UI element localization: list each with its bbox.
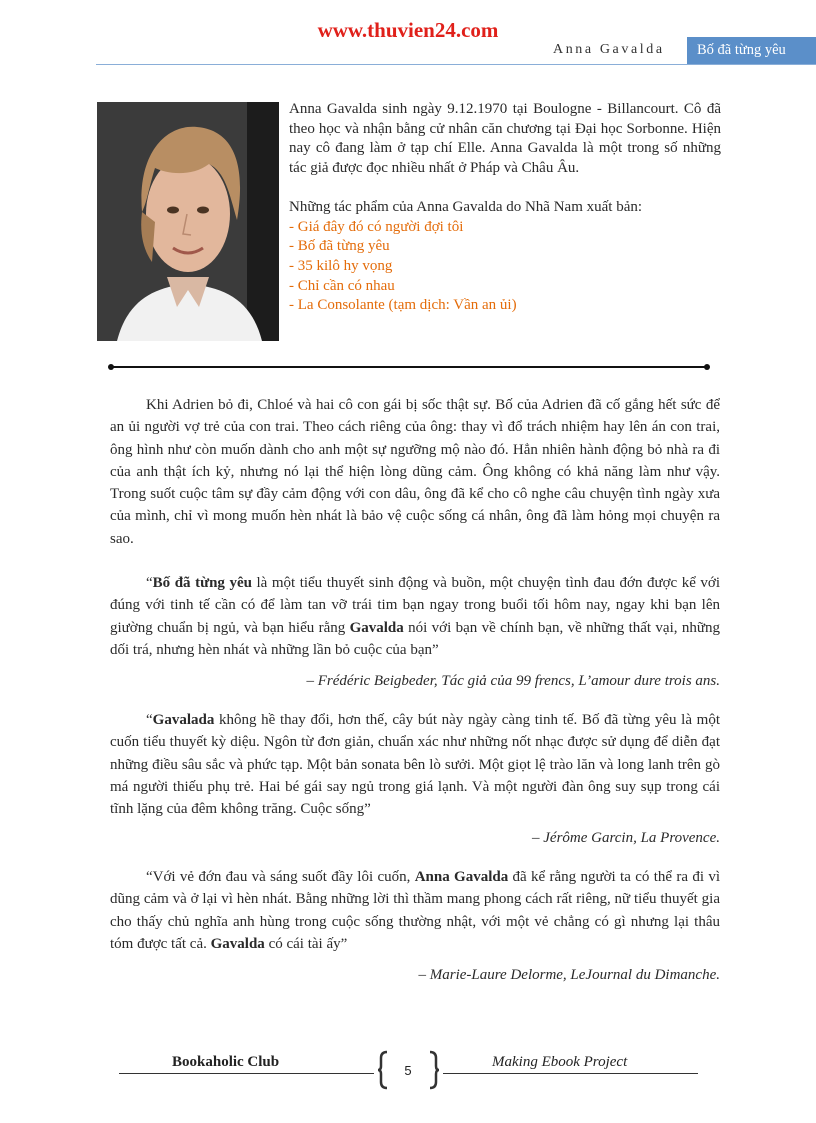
- quote-attribution-beigbeder: – Frédéric Beigbeder, Tác giả của 99 frencs, L’amour dure trois ans.: [306, 673, 720, 689]
- author-bio: Anna Gavalda sinh ngày 9.12.1970 tại Boulogne - Billancourt. Cô đã theo học và nhận bằng cử nhân căn chương tại Đại học Sorbonne. Hiện nay cô đang làm ở tạp chí Elle. Anna Gavalda là một trong số những tác giả được đọc nhiều nhất ở Pháp và Châu Âu.: [289, 101, 721, 177]
- footer-rule-right: [443, 1073, 698, 1074]
- works-list-item: - La Consolante (tạm dịch: Vần an ủi): [289, 297, 517, 314]
- header-author: Anna Gavalda: [553, 42, 665, 57]
- quote-beigbeder: “Bố đã từng yêu là một tiểu thuyết sinh động và buồn, một chuyện tình đau đớn được kể với đúng với tinh tế cần có để làm tan vỡ trái tim bạn ngay trong buổi tối hôm nay, ngay khi bạn lên giường chuẩn bị ngủ, và bạn hiểu rằng Gavalda nói với bạn về chính bạn, về những thất vại, những dối trá, nhưng hèn nhát và những lần bỏ cuộc của bạn”: [110, 575, 720, 658]
- works-heading: Những tác phẩm của Anna Gavalda do Nhã Nam xuất bản:: [289, 198, 643, 215]
- quote-garcin: “Gavalada không hề thay đổi, hơn thế, cây bút này ngày càng tinh tế. Bố đã từng yêu là một cuốn tiểu thuyết kỳ diệu. Ngôn từ đơn giản, chuẩn xác như những nốt nhạc được sử dụng để diễn đạt những điều sâu sắc và phức tạp. Một bản sonata bên lò sưởi. Một giọt lệ trào lăn và long lanh trên gò má người thiếu phụ trẻ. Hai bé gái say ngủ trong giá lạnh. Và một người đàn ông suy sụp trong cái tĩnh lặng của đêm không trăng. Cuộc sống”: [110, 712, 720, 818]
- divider-dot: [704, 364, 710, 370]
- quote-delorme: “Với vẻ đớn đau và sáng suốt đầy lôi cuốn, Anna Gavalda đã kể rằng người ta có thể ra đi vì dũng cảm và ở lại vì hèn nhát. Bằng những lời thì thầm mang phong cách rất riêng, nữ tiểu thuyết gia cho thấy chủ nghĩa anh hùng trong cuộc sống thường nhật, với một vẻ chẳng có gì nhưng lại thâu tóm được tất cả. Gavalda có cái tài ấy”: [110, 869, 720, 952]
- right-brace-icon: [428, 1050, 440, 1090]
- author-intro: [289, 100, 721, 316]
- quote-emphasis: Gavalda: [210, 935, 265, 952]
- left-brace-icon: [377, 1050, 389, 1090]
- quote-emphasis: Gavalda: [349, 619, 404, 636]
- footer-club-name: Bookaholic Club: [172, 1054, 280, 1070]
- works-list-item: - Bố đã từng yêu: [289, 238, 390, 255]
- site-url[interactable]: www.thuvien24.com: [317, 18, 499, 42]
- works-list-item: - 35 kilô hy vọng: [289, 257, 393, 274]
- divider-dot: [108, 364, 114, 370]
- quote-emphasis: Anna Gavalda: [414, 869, 509, 885]
- page-number: 5: [404, 1063, 412, 1078]
- section-divider: [111, 366, 707, 368]
- summary-paragraph: Khi Adrien bỏ đi, Chloé và hai cô con gái bị sốc thật sự. Bố của Adrien đã cố gắng hết sức để an ủi người vợ trẻ của con trai. Theo cách riêng của ông: thay vì đổ trách nhiệm hay lên án con trai, ông hình như còn muốn dành cho anh một sự ngưỡng mộ nào đó. Hẳn nhiên hành động bỏ nhà ra đi của anh thật ích kỷ, nhưng nó lại thể hiện lòng dũng cảm. Ông không có khả năng làm như vậy. Trong suốt cuộc tâm sự đầy cảm động với con dâu, ông đã kể cho cô nghe câu chuyện tình ngày xưa của mình, chỉ vì mong muốn hèn nhát là bảo vệ cuộc sống cá nhân, ông đã làm hỏng mọi chuyện ra sao.: [110, 397, 720, 547]
- header-book-title-tab: Bố đã từng yêu: [687, 37, 816, 64]
- header-rule: [96, 64, 816, 65]
- quote-emphasis: Bố đã từng yêu: [152, 575, 252, 591]
- author-portrait-image: [97, 102, 279, 341]
- footer-project-name: Making Ebook Project: [492, 1054, 628, 1070]
- quote-attribution-delorme: – Marie-Laure Delorme, LeJournal du Dimanche.: [418, 967, 720, 983]
- quote-attribution-garcin: – Jérôme Garcin, La Provence.: [532, 830, 720, 846]
- footer-rule-left: [119, 1073, 374, 1074]
- works-list-item: - Giá đây đó có người đợi tôi: [289, 218, 464, 235]
- works-list-item: - Chỉ cần có nhau: [289, 277, 395, 294]
- quote-emphasis: Gavalada: [152, 712, 215, 728]
- works-list: [289, 218, 721, 317]
